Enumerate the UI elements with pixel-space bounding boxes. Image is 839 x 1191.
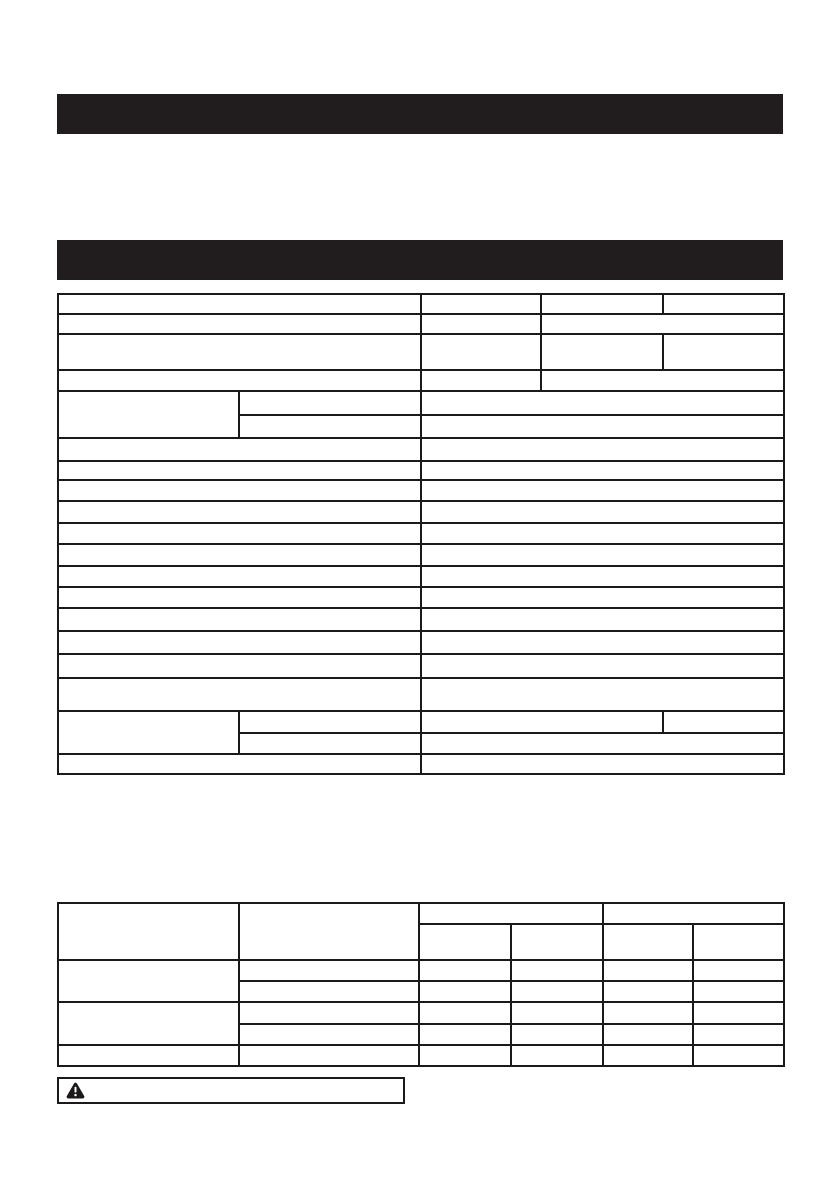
table-cell <box>603 1002 693 1024</box>
table-cell <box>421 608 784 631</box>
warning-box <box>57 1077 405 1104</box>
table-cell <box>603 1024 693 1045</box>
table-cell <box>603 960 693 981</box>
table-cell <box>58 754 421 774</box>
table-cell <box>663 711 784 733</box>
table-cell <box>421 334 541 370</box>
table-cell <box>239 1045 419 1066</box>
table-cell <box>603 924 693 960</box>
table-cell <box>541 294 663 314</box>
warning-triangle-icon <box>66 1082 85 1099</box>
table-cell <box>419 1045 511 1066</box>
table-cell <box>58 314 421 334</box>
table-cell <box>421 566 784 587</box>
table-cell <box>239 1024 419 1045</box>
table-cell <box>421 678 784 711</box>
table-cell <box>603 1045 693 1066</box>
table-cell <box>421 631 784 654</box>
table-cell <box>58 1002 239 1045</box>
table-cell <box>511 1045 603 1066</box>
specifications-table <box>57 293 785 775</box>
table-cell <box>239 733 421 754</box>
table-cell <box>421 587 784 608</box>
table-cell <box>239 1002 419 1024</box>
table-cell <box>58 678 421 711</box>
table-cell <box>421 294 541 314</box>
table-cell <box>603 903 784 924</box>
table-cell <box>419 1002 511 1024</box>
table-cell <box>663 334 784 370</box>
table-cell <box>421 438 784 461</box>
table-cell <box>421 733 784 754</box>
table-cell <box>421 461 784 480</box>
table-cell <box>421 480 784 501</box>
table-cell <box>511 1002 603 1024</box>
table-cell <box>58 711 239 754</box>
table-cell <box>419 960 511 981</box>
table-cell <box>58 391 239 438</box>
table-cell <box>421 711 663 733</box>
table-cell <box>58 903 239 960</box>
table-cell <box>58 438 421 461</box>
table-cell <box>419 924 511 960</box>
section-title-bar-2 <box>57 240 783 280</box>
table-cell <box>603 981 693 1002</box>
table-cell <box>58 480 421 501</box>
table-cell <box>239 981 419 1002</box>
table-cell <box>693 1024 784 1045</box>
table-cell <box>511 981 603 1002</box>
table-cell <box>511 960 603 981</box>
table-cell <box>58 1045 239 1066</box>
table-cell <box>58 608 421 631</box>
table-cell <box>239 415 421 438</box>
table-cell <box>239 711 421 733</box>
table-cell <box>693 1002 784 1024</box>
table-cell <box>58 654 421 678</box>
table-cell <box>421 391 784 415</box>
table-cell <box>421 314 541 334</box>
section-title-bar-1 <box>57 94 783 134</box>
table-cell <box>541 314 784 334</box>
table-cell <box>693 1045 784 1066</box>
table-cell <box>421 370 541 391</box>
table-cell <box>58 501 421 523</box>
table-cell <box>239 903 419 960</box>
table-cell <box>58 294 421 314</box>
table-cell <box>541 334 663 370</box>
table-cell <box>421 654 784 678</box>
table-cell <box>419 1024 511 1045</box>
table-cell <box>693 981 784 1002</box>
table-cell <box>663 294 784 314</box>
table-cell <box>693 960 784 981</box>
table-cell <box>239 391 421 415</box>
table-cell <box>58 960 239 1002</box>
data-table-with-grouped-columns <box>57 902 785 1067</box>
table-cell <box>58 334 421 370</box>
table-cell <box>58 523 421 544</box>
table-cell <box>511 1024 603 1045</box>
table-cell <box>421 415 784 438</box>
table-cell <box>421 544 784 566</box>
table-cell <box>419 981 511 1002</box>
table-cell <box>58 631 421 654</box>
table-cell <box>58 566 421 587</box>
table-cell <box>58 587 421 608</box>
table-cell <box>58 544 421 566</box>
table-cell <box>421 501 784 523</box>
table-cell <box>419 903 603 924</box>
table-cell <box>511 924 603 960</box>
table-cell <box>58 370 421 391</box>
table-cell <box>541 370 784 391</box>
table-cell <box>421 523 784 544</box>
table-cell <box>693 924 784 960</box>
table-cell <box>421 754 784 774</box>
table-cell <box>58 461 421 480</box>
table-cell <box>239 960 419 981</box>
